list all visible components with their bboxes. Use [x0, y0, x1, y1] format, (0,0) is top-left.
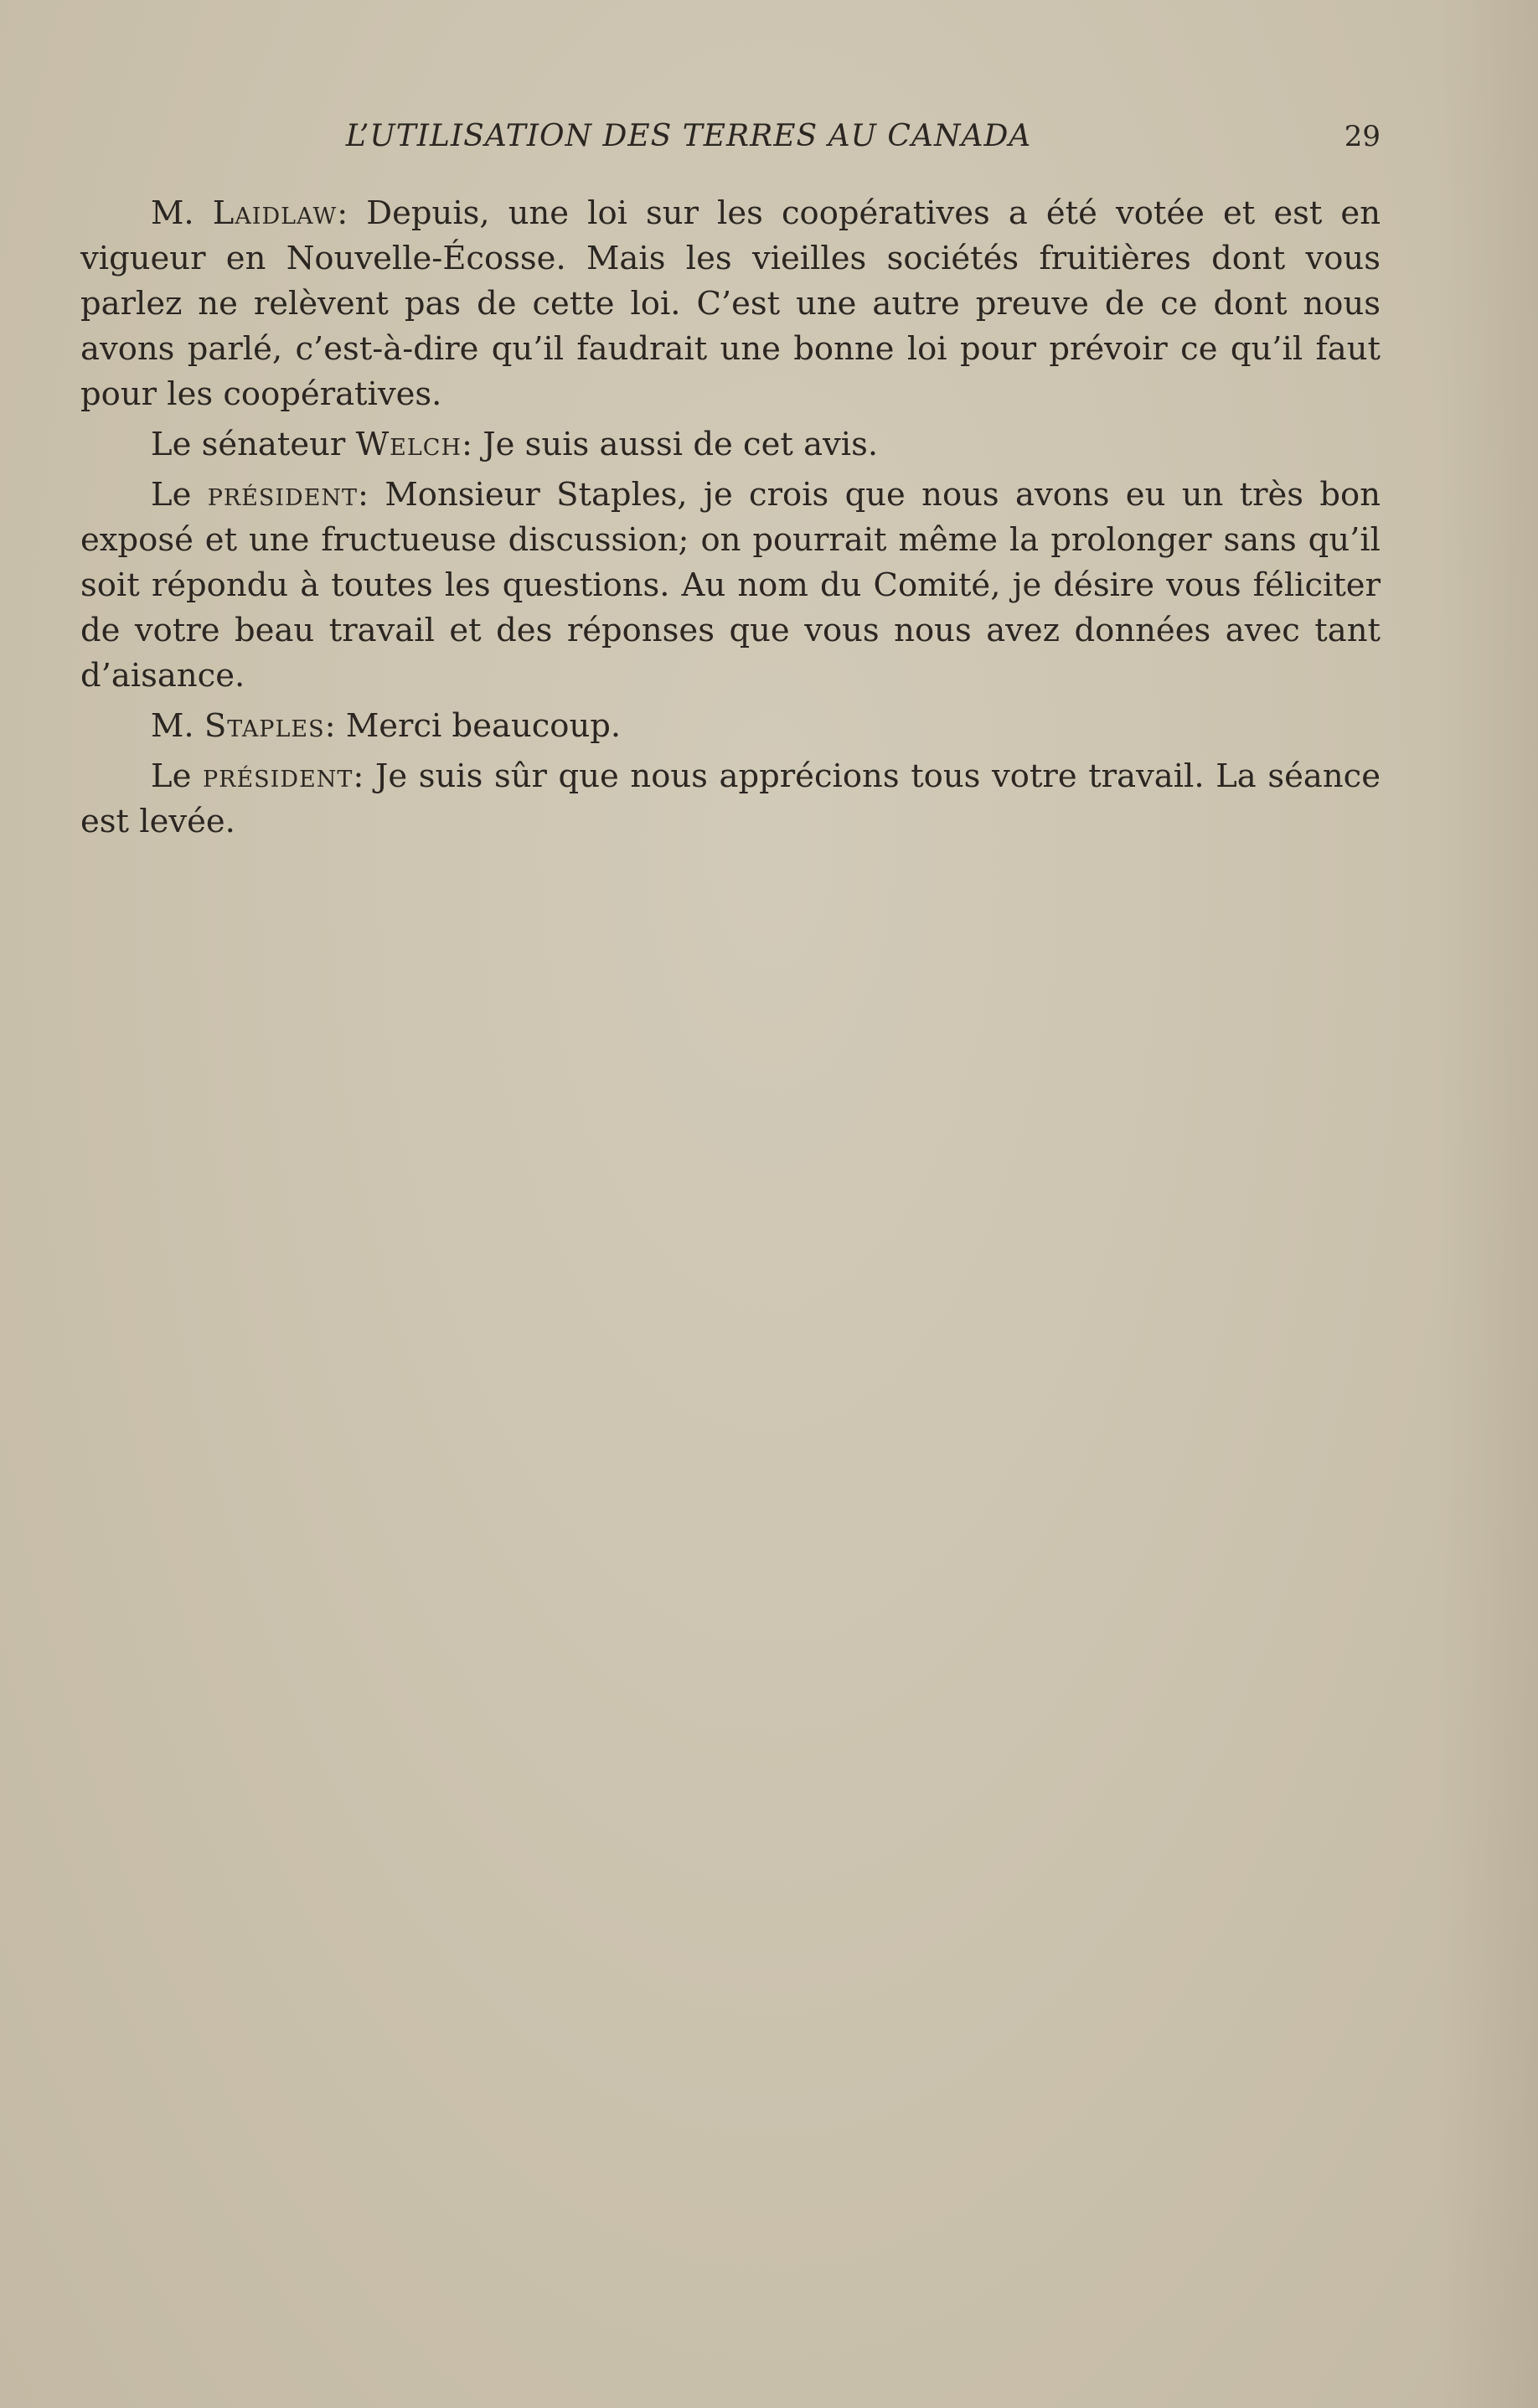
paragraph-president-1 — [80, 473, 1381, 699]
paragraph-text: : Je suis aussi de cet avis. — [462, 426, 879, 463]
speaker-prefix: M. — [151, 707, 204, 745]
body-text — [80, 191, 1381, 850]
speaker-prefix: M. — [151, 194, 213, 232]
paragraph-president-2 — [80, 754, 1381, 845]
paragraph-staples — [80, 704, 1381, 749]
paragraph-text: : Depuis, une loi sur les coopératives a été votée et est en vigueur en Nouvelle-Écosse. Mais les vieilles sociétés fruitières dont vous parlez ne relèvent pas de cette loi. C’est une autre preuve de ce dont nous avons parlé, c’est-à-dire qu’il faudrait une bonne loi pour prévoir ce qu’il faut pour les coopératives. — [80, 194, 1381, 413]
speaker-name: président — [207, 476, 359, 514]
speaker-name: Laidlaw — [212, 194, 338, 232]
page-number: 29 — [1344, 120, 1381, 153]
speaker-prefix: Le sénateur — [151, 426, 356, 463]
speaker-prefix: Le — [151, 757, 203, 795]
paragraph-text: : Merci beaucoup. — [324, 707, 622, 745]
speaker-name: président — [202, 757, 354, 795]
paragraph-text: : Monsieur Staples, je crois que nous avons eu un très bon exposé et une fructueuse discussion; on pourrait même la prolonger sans qu’il soit répondu à toutes les questions. Au nom du Comité, je désire vous féliciter de votre beau travail et des réponses que vous nous avez données avec tant d’aisance. — [80, 476, 1381, 695]
speaker-name: Welch — [355, 426, 462, 463]
speaker-name: Staples — [204, 707, 325, 745]
running-header — [80, 116, 1381, 158]
running-title: L’UTILISATION DES TERRES AU CANADA — [345, 119, 1032, 153]
paragraph-text: : Je suis sûr que nous apprécions tous votre travail. La séance est levée. — [80, 757, 1381, 840]
speaker-prefix: Le — [151, 476, 208, 514]
paragraph-welch — [80, 422, 1381, 468]
paragraph-laidlaw — [80, 191, 1381, 417]
